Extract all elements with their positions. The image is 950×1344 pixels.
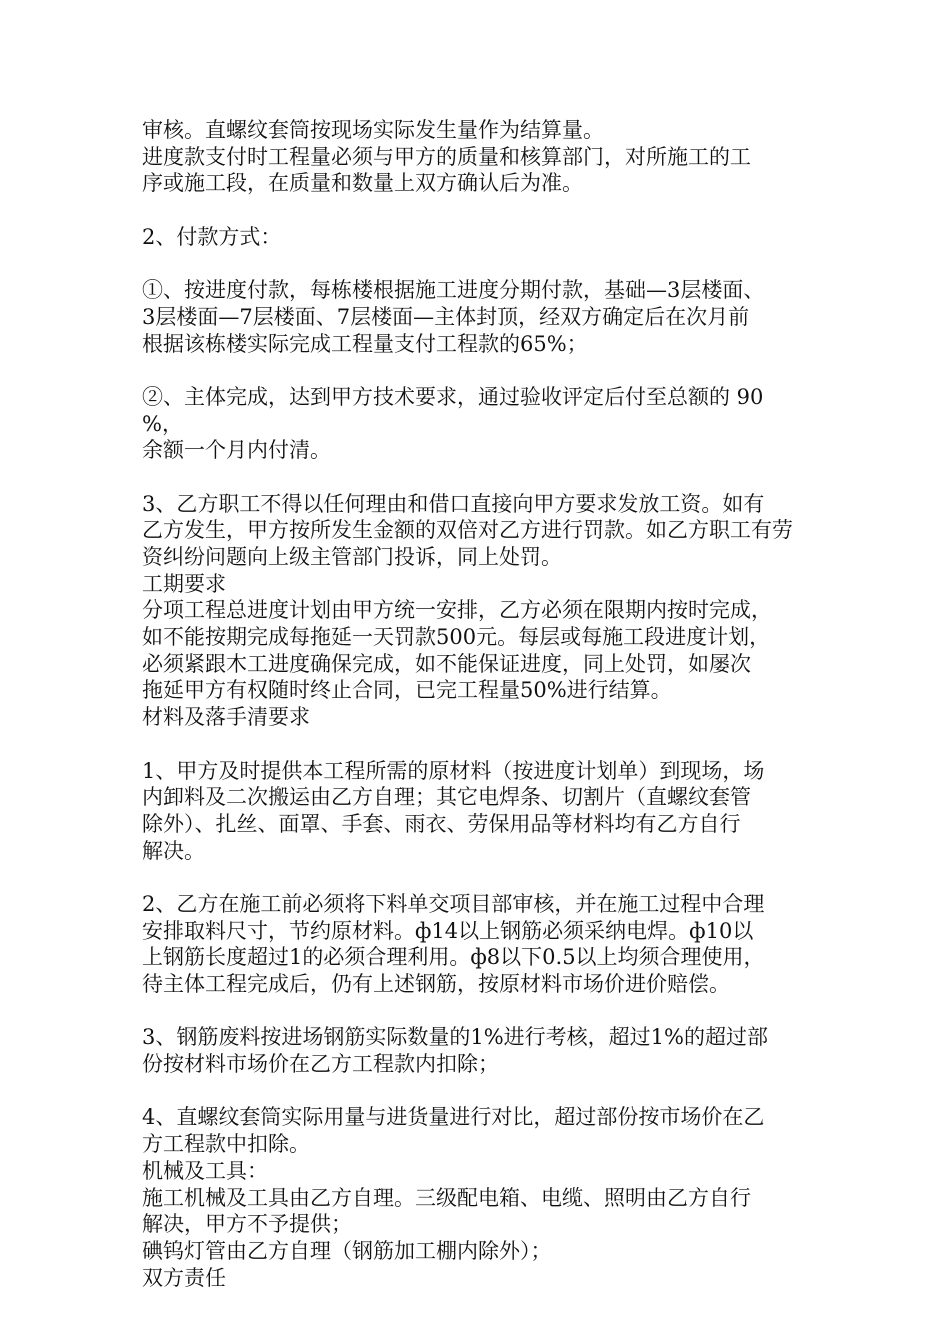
section-heading: 2、付款方式： (142, 224, 282, 249)
text-line: 审核。直螺纹套筒按现场实际发生量作为结算量。 (142, 118, 604, 142)
text-line: 2、乙方在施工前必须将下料单交项目部审核，并在施工过程中合理 (142, 891, 765, 916)
text-line: 施工机械及工具由乙方自理。三级配电箱、电缆、照明由乙方自行 (142, 1185, 751, 1210)
text-line: 4、直螺纹套筒实际用量与进货量进行对比，超过部份按市场价在乙 (142, 1105, 765, 1130)
text-line: 除外）、扎丝、面罩、手套、雨衣、劳保用品等材料均有乙方自行 (142, 811, 741, 836)
text-line: 碘钨灯管由乙方自理（钢筋加工棚内除外）； (142, 1238, 552, 1263)
text-line: 安排取料尺寸，节约原材料。ф14以上钢筋必须采纳电焊。ф10以 (142, 918, 754, 943)
text-line: 方工程款中扣除。 (142, 1132, 310, 1157)
text-line: 待主体工程完成后，仍有上述钢筋，按原材料市场价进价赔偿。 (142, 972, 730, 996)
text-line: %， (142, 411, 183, 436)
blank-line (142, 464, 814, 491)
text-line: 1、甲方及时提供本工程所需的原材料（按进度计划单）到现场，场 (142, 758, 765, 783)
text-line: 乙方发生，甲方按所发生金额的双倍对乙方进行罚款。如乙方职工有劳 (142, 518, 793, 543)
text-line: 根据该栋楼实际完成工程量支付工程款的65%； (142, 331, 588, 356)
text-line: 余额一个月内付清。 (142, 438, 331, 463)
text-line: ①、按进度付款，每栋楼根据施工进度分期付款，基础—3层楼面、 (142, 278, 765, 303)
text-line: 序或施工段，在质量和数量上双方确认后为准。 (142, 171, 583, 196)
text-line: 3层楼面—7层楼面、7层楼面—主体封顶，经双方确定后在次月前 (142, 304, 750, 329)
text-line: 内卸料及二次搬运由乙方自理；其它电焊条、切割片（直螺纹套管 (142, 785, 751, 810)
text-line: 拖延甲方有权随时终止合同，已完工程量50%进行结算。 (142, 678, 672, 703)
text-line: 份按材料市场价在乙方工程款内扣除； (142, 1052, 499, 1077)
text-line: 进度款支付时工程量必须与甲方的质量和核算部门，对所施工的工 (142, 144, 751, 169)
document-page (142, 117, 814, 1291)
text-line: 3、钢筋废料按进场钢筋实际数量的1%进行考核，超过1%的超过部 (142, 1025, 768, 1050)
section-heading: 双方责任 (142, 1265, 226, 1290)
blank-line (142, 864, 814, 891)
text-line: 解决。 (142, 838, 205, 863)
text-line: 资纠纷问题向上级主管部门投诉，同上处罚。 (142, 545, 562, 569)
blank-line (142, 1078, 814, 1105)
text-line: 分项工程总进度计划由甲方统一安排，乙方必须在限期内按时完成， (142, 598, 772, 623)
text-line: 解决，甲方不予提供； (142, 1212, 352, 1237)
text-line: 上钢筋长度超过1的必须合理利用。ф8以下0.5以上均须合理使用， (142, 945, 765, 970)
text-line: ②、主体完成，达到甲方技术要求，通过验收评定后付至总额的 90 (142, 384, 764, 409)
blank-line (142, 731, 814, 758)
section-heading: 工期要求 (142, 571, 226, 596)
text-line: 必须紧跟木工进度确保完成，如不能保证进度，同上处罚，如屡次 (142, 651, 751, 676)
blank-line (142, 357, 814, 384)
section-heading: 机械及工具： (142, 1158, 268, 1183)
text-line: 如不能按期完成每拖延一天罚款500元。每层或每施工段进度计划， (142, 625, 771, 650)
blank-line (142, 998, 814, 1025)
blank-line (142, 197, 814, 224)
text-line: 3、乙方职工不得以任何理由和借口直接向甲方要求发放工资。如有 (142, 491, 765, 516)
blank-line (142, 250, 814, 277)
section-heading: 材料及落手清要求 (142, 705, 310, 730)
